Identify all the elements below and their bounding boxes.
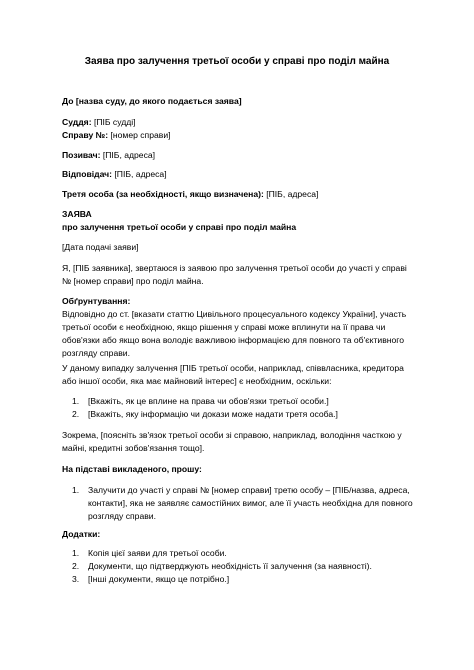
judge-line xyxy=(62,116,414,129)
list-number: 2. xyxy=(72,561,80,571)
list-item xyxy=(72,573,414,586)
list-number: 2. xyxy=(72,409,80,419)
list-number: 1. xyxy=(72,485,80,495)
grounds-title: Обґрунтування: xyxy=(62,296,131,306)
court-line: До [назва суду, до якого подається заява] xyxy=(62,96,242,106)
requests-list xyxy=(72,484,414,523)
annexes-list xyxy=(72,547,414,586)
reasons-list xyxy=(72,395,414,421)
details-paragraph: Зокрема, [поясніть зв'язок третьої особи зі справою, наприклад, володіння часткою у майні, кредитні зобов'язання тощо]. xyxy=(62,430,402,453)
third-party-value: [ПІБ, адреса] xyxy=(263,189,319,199)
case-number-value: [номер справи] xyxy=(108,130,171,140)
third-party-label: Третя особа (за необхідності, якщо визначена): xyxy=(62,189,264,199)
list-item xyxy=(72,484,414,523)
submission-date: [Дата подачі заяви] xyxy=(62,242,139,252)
list-item xyxy=(72,395,414,408)
list-number: 1. xyxy=(72,396,80,406)
list-text: [Вкажіть, яку інформацію чи докази може надати третя особа.] xyxy=(88,409,338,419)
defendant-label: Відповідач: xyxy=(62,169,113,179)
plaintiff-line xyxy=(62,149,414,162)
list-text: Документи, що підтверджують необхідність її залучення (за наявності). xyxy=(88,561,372,571)
defendant-value: [ПІБ, адреса] xyxy=(112,169,167,179)
judge-label: Суддя: xyxy=(62,117,92,127)
list-text: [Вкажіть, як це вплине на права чи обов'язки третьої особи.] xyxy=(88,396,329,406)
list-item xyxy=(72,560,414,573)
intro-paragraph: Я, [ПІБ заявника], звертаюся із заявою про залучення третьої особи до участі у справі № [номер справи] про поділ майна. xyxy=(62,263,407,286)
document-title: Заява про залучення третьої особи у справі про поділ майна xyxy=(84,56,390,67)
judge-value: [ПІБ судді] xyxy=(91,117,136,127)
list-text: Копія цієї заяви для третьої особи. xyxy=(88,548,227,558)
grounds-paragraph: Відповідно до ст. [вказати статтю Цивільного процесуального кодексу України], участь третьої особи є необхідною, якщо рішення у справі може вплинути на її права чи обов'язки або якщо вона володіє важливою інформацією для повного та об'єктивного розгляду справи. xyxy=(62,309,407,358)
third-party-line xyxy=(62,188,414,201)
list-item xyxy=(72,408,414,421)
list-text: [Інші документи, якщо це потрібно.] xyxy=(88,574,230,584)
list-text: Залучити до участі у справі № [номер справи] третю особу – [ПІБ/назва, адреса, контакти], яка не заявляє самостійних вимог, але її участь необхідна для повного розгляду справи. xyxy=(88,485,413,521)
plaintiff-value: [ПІБ, адреса] xyxy=(100,150,156,160)
defendant-line xyxy=(62,168,414,181)
statement-subheading: про залучення третьої особи у справі про поділ майна xyxy=(62,222,297,232)
list-item xyxy=(72,547,414,560)
plaintiff-label: Позивач: xyxy=(62,150,101,160)
list-number: 1. xyxy=(72,548,80,558)
case-number-label: Справу №: xyxy=(62,130,109,140)
case-number-line xyxy=(62,129,414,142)
list-number: 3. xyxy=(72,574,80,584)
case-paragraph: У даному випадку залучення [ПІБ третьої особи, наприклад, співвласника, кредитора або іншої особи, яка має майновий інтерес] є необхідним, оскільки: xyxy=(62,363,404,386)
request-title: На підставі викладеного, прошу: xyxy=(62,464,202,474)
statement-heading: ЗАЯВА xyxy=(62,209,92,219)
annexes-title: Додатки: xyxy=(62,529,101,539)
